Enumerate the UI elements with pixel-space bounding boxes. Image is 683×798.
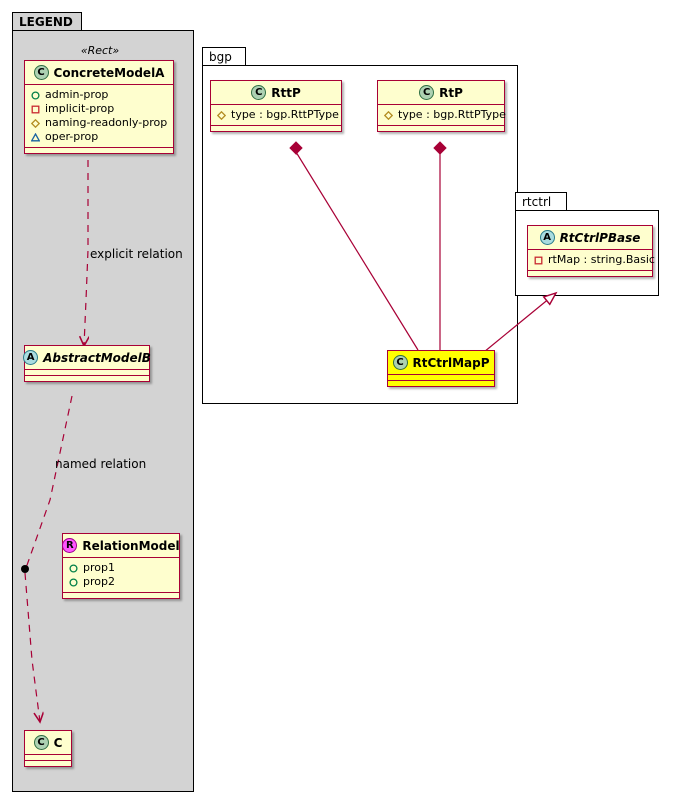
attribute-row <box>69 575 173 589</box>
class-badge-icon: A <box>540 230 555 245</box>
visibility-protected-icon <box>31 119 40 128</box>
methods-compartment <box>25 376 149 381</box>
visibility-protected-icon <box>217 111 226 120</box>
class-name: RttP <box>271 85 301 100</box>
class-badge-icon: C <box>34 735 49 750</box>
class-name: RelationModel <box>82 538 180 553</box>
class-stereotype: «Rect» <box>80 44 120 57</box>
package-bgp-tab: bgp <box>202 47 246 66</box>
class-name: RtP <box>439 85 463 100</box>
class-attributes <box>63 558 179 592</box>
attribute-row <box>69 561 173 575</box>
attribute-label: type : bgp.RttPType <box>398 108 506 121</box>
visibility-public-icon <box>69 578 78 587</box>
class-badge-icon: C <box>393 355 408 370</box>
visibility-package-icon <box>31 133 40 142</box>
package-rtctrl-tab: rtctrl <box>515 192 567 211</box>
class-name: C <box>53 735 63 750</box>
visibility-private-icon <box>534 256 543 265</box>
attribute-label: oper-prop <box>45 130 99 143</box>
visibility-private-icon <box>31 105 40 114</box>
attribute-row <box>31 88 167 102</box>
attribute-row <box>31 130 167 144</box>
class-attributes <box>25 85 173 147</box>
class-badge-icon: C <box>419 85 434 100</box>
class-abstract-model-b[interactable] <box>24 345 150 382</box>
class-badge-icon: C <box>251 85 266 100</box>
visibility-public-icon <box>69 564 78 573</box>
attribute-row <box>534 253 655 267</box>
attribute-label: prop1 <box>83 561 115 574</box>
class-concrete-model-a[interactable] <box>24 44 174 154</box>
class-rtctrl-map-p[interactable] <box>387 350 495 387</box>
class-title <box>388 351 494 374</box>
class-title <box>25 61 173 84</box>
attribute-label: implicit-prop <box>45 102 115 115</box>
class-title <box>63 534 179 557</box>
attribute-label: rtMap : string.Basic <box>548 253 655 266</box>
attribute-row <box>217 108 339 122</box>
class-relation-model[interactable] <box>62 533 180 599</box>
edge-label-named-relation: named relation <box>55 457 147 471</box>
class-name: RtCtrlPBase <box>559 230 641 245</box>
class-rtp[interactable] <box>377 80 505 132</box>
methods-compartment <box>63 593 179 598</box>
class-badge-icon: A <box>23 350 38 365</box>
class-attributes <box>378 105 504 125</box>
class-name: RtCtrlMapP <box>412 355 490 370</box>
class-rttp[interactable] <box>210 80 342 132</box>
attribute-label: admin-prop <box>45 88 109 101</box>
class-title <box>25 731 71 754</box>
edge-label-explicit-relation: explicit relation <box>90 247 183 261</box>
class-name: ConcreteModelA <box>53 65 165 80</box>
methods-compartment <box>25 148 173 153</box>
attribute-row <box>384 108 506 122</box>
class-badge-icon: C <box>34 65 49 80</box>
methods-compartment <box>528 271 652 276</box>
class-attributes <box>528 250 655 270</box>
attribute-row <box>31 102 167 116</box>
class-rtctrl-p-base[interactable] <box>527 225 653 277</box>
class-name: AbstractModelB <box>43 350 151 365</box>
class-c[interactable] <box>24 730 72 767</box>
class-title <box>211 81 341 104</box>
methods-compartment <box>378 126 504 131</box>
visibility-public-icon <box>31 91 40 100</box>
class-title <box>378 81 504 104</box>
visibility-protected-icon <box>384 111 393 120</box>
class-attributes <box>211 105 341 125</box>
attribute-label: naming-readonly-prop <box>45 116 168 129</box>
methods-compartment <box>388 381 494 386</box>
class-title <box>25 346 149 369</box>
class-badge-icon: R <box>62 538 77 553</box>
attribute-label: type : bgp.RttPType <box>231 108 339 121</box>
attribute-label: prop2 <box>83 575 115 588</box>
methods-compartment <box>211 126 341 131</box>
methods-compartment <box>25 761 71 766</box>
package-legend-tab: LEGEND <box>12 12 82 31</box>
class-title <box>528 226 652 249</box>
attribute-row <box>31 116 167 130</box>
